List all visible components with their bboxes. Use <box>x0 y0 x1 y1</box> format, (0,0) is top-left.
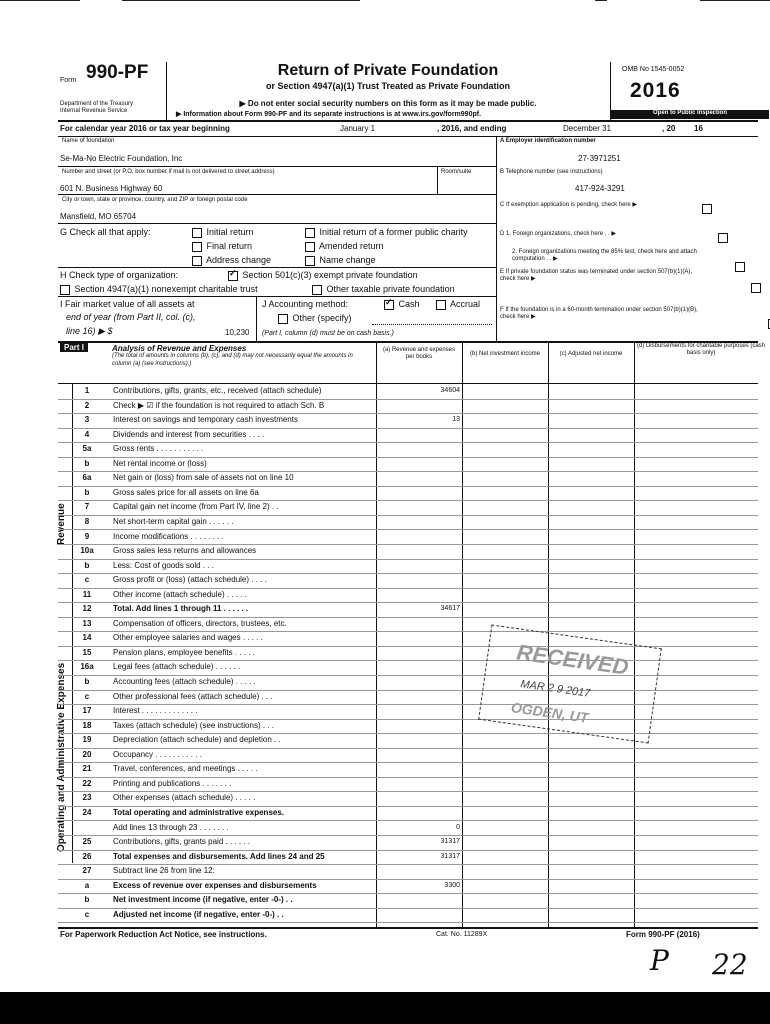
handwritten-number: 22 <box>712 948 748 981</box>
line-label: Net gain or (loss) from sale of assets not on line 10 <box>113 473 294 483</box>
tax-year: 2016 <box>630 79 681 102</box>
part1-line-row <box>58 836 758 851</box>
part1-line-row <box>58 720 758 735</box>
and-ending-label: , 2016, and ending <box>437 124 507 133</box>
item-f-label: F If the foundation is in a 60-month termination under section 507(b)(1)(B), check here ▶ <box>500 307 698 320</box>
form-number: 990-PF <box>86 62 149 83</box>
part1-line-row <box>58 822 758 837</box>
part1-line-row <box>58 618 758 633</box>
room-label: Room/suite <box>441 169 472 175</box>
line-label: Gross sales less returns and allowances <box>113 546 257 556</box>
line-number: 3 <box>84 415 90 425</box>
line-number: 23 <box>82 793 92 803</box>
option-label: Section 501(c)(3) exempt private foundation <box>242 270 418 280</box>
part1-line-row <box>58 545 758 560</box>
line-label: Printing and publications . . . . . . . <box>113 778 232 788</box>
info-notice: ▶ Information about Form 990-PF and its separate instructions is at www.irs.gov/form990pf. <box>176 111 482 118</box>
line-label: Adjusted net income (if negative, enter -0-) . . <box>113 909 284 919</box>
part1-line-row <box>58 429 758 444</box>
line-number: b <box>84 895 90 905</box>
checkbox[interactable] <box>192 242 202 252</box>
rule <box>58 296 496 297</box>
part1-line-row <box>58 531 758 546</box>
h-501c3[interactable] <box>228 270 418 281</box>
line-label: Gross profit or (loss) (attach schedule) . . . . <box>113 575 267 585</box>
part1-line-row <box>58 472 758 487</box>
line-number: c <box>84 575 90 585</box>
form-subtitle: or Section 4947(a)(1) Trust Treated as Private Foundation <box>265 81 511 91</box>
scanner-edge-bar <box>0 992 770 1024</box>
option-label: Accrual <box>450 299 481 309</box>
footer-paperwork-notice: For Paperwork Reduction Act Notice, see instructions. <box>60 930 267 939</box>
part1-line-row <box>58 400 758 415</box>
line-number: 15 <box>82 647 92 657</box>
line-number: c <box>84 909 90 919</box>
line-number: b <box>84 487 90 497</box>
calendar-year-label: For calendar year 2016 or tax year beginning <box>60 124 230 133</box>
end-year-prefix: , 20 <box>662 124 676 133</box>
line-label: Excess of revenue over expenses and disbursements <box>113 880 317 890</box>
col-a-value[interactable]: 34617 <box>440 605 460 613</box>
scan-edge-line <box>595 0 607 1</box>
option-label: Amended return <box>319 241 384 251</box>
part1-line-row <box>58 458 758 473</box>
line-number: b <box>84 677 90 686</box>
line-number: 11 <box>82 589 92 599</box>
line-number: 22 <box>82 778 92 788</box>
street-address: 601 N. Business Highway 60 <box>60 184 163 193</box>
line-label: Income modifications . . . . . . . . <box>113 531 224 541</box>
line-label: Check ▶ ☑ if the foundation is not required to attach Sch. B <box>113 400 325 410</box>
checkbox[interactable] <box>305 242 315 252</box>
col-a-value[interactable]: 31317 <box>440 852 460 860</box>
line-number: 26 <box>82 851 92 861</box>
part1-line-row <box>58 385 758 400</box>
checkbox[interactable] <box>312 285 322 295</box>
stamp-ogden-mark: OGDEN, UT <box>510 699 590 726</box>
line-label: Interest . . . . . . . . . . . . . <box>113 706 198 716</box>
line-number: 21 <box>82 764 92 774</box>
fmv-value: 10,230 <box>225 328 250 337</box>
option-label: Final return <box>206 241 253 251</box>
tax-year-end: December 31 <box>563 124 612 133</box>
part1-line-row <box>58 487 758 502</box>
rule <box>58 267 496 268</box>
part1-line-row <box>58 792 758 807</box>
option-label: Name change <box>319 255 376 265</box>
col-a-value[interactable]: 0 <box>456 823 460 831</box>
rule <box>58 927 758 929</box>
item-g-label: G Check all that apply: <box>60 227 151 237</box>
item-d2-label: 2. Foreign organizations meeting the 85% test, check here and attach computation . . ▶ <box>512 249 697 262</box>
item-i-line1: I Fair market value of all assets at <box>60 299 195 309</box>
j-cash[interactable] <box>384 299 420 310</box>
item-c-checkbox[interactable] <box>702 204 712 214</box>
line-number: 17 <box>82 706 92 716</box>
tax-year-begin: January 1 <box>340 124 376 133</box>
part1-line-row <box>58 807 758 822</box>
part1-tag: Part I <box>60 343 88 352</box>
part1-line-row <box>58 516 758 531</box>
line-number: 13 <box>82 618 92 628</box>
line-number: c <box>84 691 90 701</box>
item-i-line2: end of year (from Part II, col. (c), <box>66 312 196 322</box>
item-j-label: J Accounting method: <box>262 299 349 309</box>
side-label-expenses: Operating and Administrative Expenses <box>56 662 67 852</box>
line-label: Net investment income (if negative, enter -0-) . . <box>113 895 293 905</box>
part1-line-row <box>58 763 758 778</box>
line-label: Net rental income or (loss) <box>113 458 207 468</box>
line-number: 12 <box>82 604 92 614</box>
checkbox[interactable] <box>305 228 315 238</box>
phone-value: 417-924-3291 <box>575 184 625 193</box>
line-number: 4 <box>84 429 90 439</box>
option-label: Cash <box>398 299 420 309</box>
line-label: Other expenses (attach schedule) . . . . . <box>113 793 256 803</box>
part1-line-row <box>58 851 758 866</box>
line-number: 6a <box>82 473 92 483</box>
line-number: 20 <box>82 749 92 759</box>
rule <box>58 136 758 137</box>
column-divider <box>496 136 497 341</box>
line-label: Subtract line 26 from line 12: <box>113 866 215 876</box>
col-a-value[interactable]: 34604 <box>440 387 460 394</box>
line-number: 5a <box>82 444 92 454</box>
handwritten-mark: P <box>650 944 669 977</box>
end-year: 16 <box>694 124 703 133</box>
item-e-label: E If private foundation status was terminated under section 507(b)(1)(A), check here ▶ <box>500 269 693 282</box>
line-number: 18 <box>82 720 92 730</box>
ssn-notice: ▶ Do not enter social security numbers on this form as it may be made public. <box>239 99 537 108</box>
room-divider <box>437 166 438 194</box>
rule <box>58 383 758 384</box>
item-c-label: C If exemption application is pending, check here ▶ <box>500 202 638 208</box>
checkbox[interactable] <box>436 300 446 310</box>
option-label: Initial return of a former public charity <box>319 227 468 237</box>
j-note: (Part I, column (d) must be on cash basis.) <box>262 330 394 337</box>
line-label: Interest on savings and temporary cash investments <box>113 415 298 425</box>
line-number: 9 <box>84 531 90 541</box>
line-number: 14 <box>82 633 92 643</box>
col-c-header: (c) Adjusted net income <box>559 351 623 357</box>
item-e-checkbox[interactable] <box>751 283 761 293</box>
line-label: Total. Add lines 1 through 11 . . . . . . <box>113 604 249 614</box>
part1-line-row <box>58 865 758 880</box>
city-label: City or town, state or province, country, and ZIP or foreign postal code <box>62 197 248 203</box>
part1-line-row <box>58 603 758 618</box>
name-label: Name of foundation <box>62 138 115 144</box>
h-other-taxable[interactable] <box>312 284 455 295</box>
line-label: Taxes (attach schedule) (see instructions) . . . <box>113 720 274 730</box>
stamp-date: MAR 2 9 2017 <box>519 678 591 700</box>
g-initial-return[interactable] <box>192 227 254 238</box>
scan-edge-line <box>700 0 770 1</box>
stamp-received-mark: RECEIVED <box>515 639 631 680</box>
line-label: Dividends and interest from securities . . . . <box>113 429 265 439</box>
line-label: Contributions, gifts, grants paid . . . . . . <box>113 837 250 847</box>
scan-edge-line <box>122 0 360 1</box>
checkbox-checked[interactable] <box>384 300 394 310</box>
line-label: Travel, conferences, and meetings . . . . . <box>113 764 258 774</box>
line-number: b <box>84 560 90 570</box>
dept-label: Department of the Treasury <box>60 101 134 107</box>
footer-form-id: Form 990-PF (2016) <box>626 930 700 939</box>
line-number: 1 <box>84 386 90 395</box>
form-word: Form <box>60 77 77 84</box>
rule <box>58 166 496 167</box>
col-a-value[interactable]: 3300 <box>444 881 460 889</box>
col-a-value[interactable]: 13 <box>452 416 460 424</box>
option-label: Initial return <box>206 227 254 237</box>
line-number: a <box>84 880 90 890</box>
line-number: b <box>84 458 90 468</box>
g-address-change[interactable] <box>192 255 271 266</box>
checkbox[interactable] <box>60 285 70 295</box>
col-d-header: (d) Disbursements for charitable purposes (cash basis only) <box>636 343 766 356</box>
j-accrual[interactable] <box>436 299 480 310</box>
header-divider <box>166 62 167 120</box>
option-label: Other (specify) <box>292 313 352 323</box>
line-number: 24 <box>82 807 92 817</box>
omb-number: OMB No 1545-0052 <box>622 66 685 73</box>
rule <box>58 120 758 122</box>
line-label: Depreciation (attach schedule) and depletion . . <box>113 735 281 745</box>
part1-title: Analysis of Revenue and Expenses <box>112 344 247 353</box>
part1-line-row <box>58 880 758 895</box>
col-a-value[interactable]: 31317 <box>440 838 460 846</box>
line-label: Capital gain net income (from Part IV, line 2) . . <box>113 502 279 512</box>
other-specify-line[interactable] <box>372 324 492 325</box>
line-label: Pension plans, employee benefits . . . . . <box>113 647 255 657</box>
line-number: 7 <box>84 502 90 512</box>
part1-line-row <box>58 574 758 589</box>
option-label: Address change <box>206 255 272 265</box>
line-label: Total operating and administrative expenses. <box>113 807 285 817</box>
ein-value: 27-3971251 <box>578 154 621 163</box>
part1-line-row <box>58 443 758 458</box>
line-label: Other professional fees (attach schedule) . . . <box>113 691 273 701</box>
line-number: 19 <box>82 735 92 745</box>
g-initial-return-former[interactable] <box>305 227 468 238</box>
column-divider <box>256 296 257 341</box>
line-label: Other employee salaries and wages . . . . . <box>113 633 263 643</box>
part1-line-row <box>58 632 758 647</box>
line-number: 8 <box>84 516 90 526</box>
checkbox[interactable] <box>192 228 202 238</box>
h-4947[interactable] <box>60 284 258 295</box>
option-label: Section 4947(a)(1) nonexempt charitable trust <box>74 284 258 294</box>
item-i-line3: line 16) ▶ $ <box>66 326 113 336</box>
item-d1-label: D 1. Foreign organizations, check here . . ▶ <box>500 231 617 237</box>
phone-label: B Telephone number (see instructions) <box>500 169 603 175</box>
option-label: Other taxable private foundation <box>326 284 455 294</box>
line-label: Contributions, gifts, grants, etc., received (attach schedule) <box>113 386 322 395</box>
checkbox[interactable] <box>305 256 315 266</box>
line-label: Gross sales price for all assets on line 6a <box>113 487 259 497</box>
part1-line-row <box>58 501 758 516</box>
rule <box>58 223 496 224</box>
line-label: Net short-term capital gain . . . . . . <box>113 516 234 526</box>
j-other[interactable] <box>278 313 352 324</box>
irs-label: Internal Revenue Service <box>60 108 128 114</box>
part1-line-row <box>58 749 758 764</box>
checkbox[interactable] <box>192 256 202 266</box>
part1-title-note: (The total of amounts in columns (b), (c), and (d) may not necessarily equal the amounts in column (a) (see instructions).) <box>112 353 353 367</box>
line-label: Add lines 13 through 23 . . . . . . . <box>113 822 229 832</box>
street-label: Number and street (or P.O. box number if mail is not delivered to street address) <box>62 169 275 175</box>
foundation-name: Se-Ma-No Electric Foundation, Inc <box>60 154 183 163</box>
part1-line-row <box>58 909 758 924</box>
city-state-zip: Mansfield, MO 65704 <box>60 212 137 221</box>
item-d2-checkbox[interactable] <box>735 262 745 272</box>
checkbox-checked[interactable] <box>228 271 238 281</box>
line-number: 25 <box>82 837 92 847</box>
part1-line-row <box>58 778 758 793</box>
g-amended-return[interactable] <box>305 241 384 252</box>
line-label: Gross rents . . . . . . . . . . . <box>113 444 204 454</box>
scan-edge-line <box>0 0 80 1</box>
line-label: Accounting fees (attach schedule) . . . . . <box>113 677 256 686</box>
line-number: 10a <box>80 546 94 556</box>
line-number: 27 <box>82 866 92 876</box>
rule <box>58 194 496 195</box>
ein-label: A Employer identification number <box>500 138 596 144</box>
col-a-header: (a) Revenue and expenses per books <box>382 347 456 360</box>
item-h-label: H Check type of organization: <box>60 270 179 280</box>
line-number: 16a <box>80 662 94 672</box>
part1-line-row <box>58 414 758 429</box>
line-label: Other income (attach schedule) . . . . . <box>113 589 247 599</box>
part1-line-row <box>58 560 758 575</box>
part1-line-row <box>58 589 758 604</box>
line-label: Legal fees (attach schedule) . . . . . . <box>113 662 241 672</box>
part1-line-row <box>58 894 758 909</box>
line-label: Total expenses and disbursements. Add lines 24 and 25 <box>113 851 325 861</box>
g-name-change[interactable] <box>305 255 376 266</box>
line-label: Less: Cost of goods sold . . . <box>113 560 214 570</box>
col-b-header: (b) Net investment income <box>469 351 541 357</box>
line-label: Compensation of officers, directors, trustees, etc. <box>113 618 287 628</box>
line-label: Occupancy . . . . . . . . . . . <box>113 749 202 759</box>
line-number: 2 <box>84 400 90 410</box>
footer-cat-no: Cat. No. 11289X <box>436 931 488 938</box>
g-final-return[interactable] <box>192 241 252 252</box>
checkbox[interactable] <box>278 314 288 324</box>
side-label-revenue: Revenue <box>56 503 67 545</box>
item-d1-checkbox[interactable] <box>718 233 728 243</box>
open-inspection-badge: Open to Public Inspection <box>611 110 769 119</box>
part1-line-row <box>58 734 758 749</box>
form-title: Return of Private Foundation <box>277 62 499 79</box>
